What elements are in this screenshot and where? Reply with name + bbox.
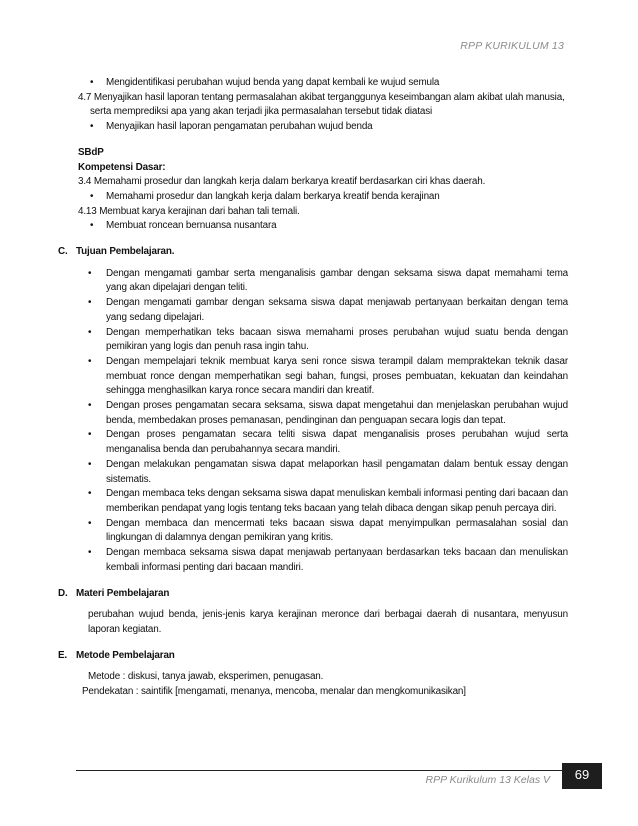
list-item: • Mengidentifikasi perubahan wujud benda yang dapat kembali ke wujud semula [78, 76, 568, 91]
bullet-icon: • [88, 297, 92, 309]
page-header: RPP KURIKULUM 13 [460, 40, 564, 52]
bullet-icon: • [90, 190, 94, 202]
list-item: • Menyajikan hasil laporan pengamatan perubahan wujud benda [78, 120, 568, 135]
list-item: • Membuat roncean bernuansa nusantara [78, 219, 568, 234]
tujuan-list [78, 267, 568, 576]
list-item: • Memahami prosedur dan langkah kerja dalam berkarya kreatif benda kerajinan [78, 190, 568, 205]
section-c-heading: C. Tujuan Pembelajaran. [58, 246, 175, 258]
footer-divider [76, 770, 562, 771]
list-item: • Dengan membaca dan mencermati teks bacaan siswa dapat menyimpulkan permasalahan sosial dan lingkungan di dalamnya dengan pemikiran yang kritis. [88, 517, 568, 544]
bullet-icon: • [90, 121, 94, 133]
metode-text: Metode : diskusi, tanya jawab, eksperimen, penugasan. [88, 671, 324, 683]
section-e-heading: E. Metode Pembelajaran [58, 649, 175, 661]
list-item: • Dengan proses pengamatan secara seksama, siswa dapat mengetahui dan menjelaskan perubahan wujud benda, membedakan proses pemanasan, pendinginan dan penguapan secara logis dan tepat. [88, 400, 568, 426]
list-item: • Dengan mengamati gambar dengan seksama siswa dapat menjawab pertanyaan berkaitan dengan tema yang sedang dipelajari. [88, 297, 568, 323]
footer-title: RPP Kurikulum 13 Kelas V [425, 774, 550, 786]
list-item: • Dengan membaca teks dengan seksama siswa dapat menuliskan kembali informasi penting dari bacaan dan memberikan pendapat yang logis tentang teks bacaan yang telah dibaca dengan sikap penuh percaya diri. [88, 488, 568, 514]
bullet-icon: • [88, 547, 92, 559]
bullet-icon: • [88, 326, 92, 338]
list-item: • Dengan membaca seksama siswa dapat menjawab pertanyaan berdasarkan teks bacaan dan menuliskan kembali informasi penting dari bacaan mandiri. [88, 547, 568, 573]
bullet-icon: • [90, 220, 94, 232]
kd-item-4-7: 4.7 Menyajikan hasil laporan tentang permasalahan akibat terganggunya keseimbangan alam akibat ulah manusia, [78, 91, 565, 103]
list-item: • Dengan proses pengamatan secara teliti siswa dapat menganalisis proses perubahan wujud serta menganalisa benda dan perubahannya secara mandiri. [88, 429, 568, 456]
kd-item-4-13: 4.13 Membuat karya kerajinan dari bahan tali temali. [78, 205, 300, 217]
section-d-heading: D. Materi Pembelajaran [58, 587, 170, 599]
bullet-icon: • [90, 77, 94, 88]
list-item: • Dengan melakukan pengamatan siswa dapat melaporkan hasil pengamatan dalam bentuk essay dengan sistematis. [88, 458, 568, 485]
kd-item-3-4: 3.4 Memahami prosedur dan langkah kerja dalam berkarya kreatif berdasarkan ciri khas daerah. [78, 176, 486, 188]
materi-text: perubahan wujud benda, jenis-jenis karya kerajinan meronce dari berbagai daerah di nusantara, menyusun laporan kegiatan. [88, 609, 568, 635]
kompetensi-heading: Kompetensi Dasar: [78, 161, 166, 173]
bullet-icon: • [88, 429, 92, 441]
bullet-icon: • [88, 267, 92, 279]
bullet-icon: • [88, 488, 92, 500]
bullet-icon: • [88, 355, 92, 367]
pendekatan-text: Pendekatan : saintifik [mengamati, menanya, mencoba, menalar dan mengkomunikasikan] [82, 686, 466, 698]
kd-item-4-7-cont: serta memprediksi apa yang akan terjadi jika permasalahan tersebut tidak diatasi [90, 106, 433, 118]
list-item: • Dengan mengamati gambar serta menganalisis gambar dengan seksama siswa dapat memahami tema yang akan dipelajari dengan teliti. [88, 267, 568, 294]
bullet-icon: • [88, 458, 92, 470]
page-content [58, 76, 568, 700]
page-number: 69 [562, 763, 602, 789]
list-item: • Dengan mempelajari teknik membuat karya seni ronce siswa terampil dalam mempraktekan teknik dasar membuat ronce dengan memperhatikan segi bahan, fungsi, proses pembuatan, kekuatan dan keindahan sehingga menghasilkan karya ronce secara mandiri dan kreatif. [88, 355, 568, 397]
list-item: • Dengan memperhatikan teks bacaan siswa memahami proses perubahan wujud suatu benda dengan pemikiran yang logis dan penuh rasa ingin tahu. [88, 326, 568, 353]
bullet-icon: • [88, 517, 92, 529]
subject-title: SBdP [78, 146, 104, 158]
bullet-icon: • [88, 400, 92, 412]
